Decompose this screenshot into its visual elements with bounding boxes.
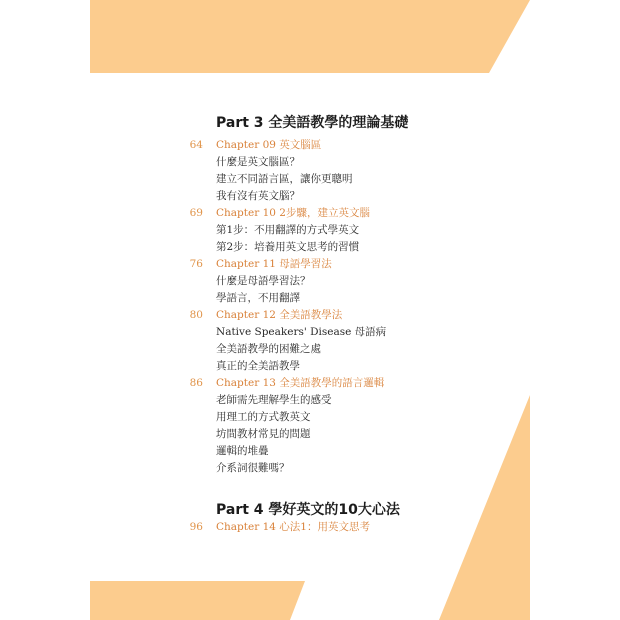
chapter-title[interactable]: Chapter 10 2步驟，建立英文腦 (216, 207, 370, 219)
part4-title: Part 4 學好英文的10大心法 (216, 502, 400, 518)
section-title: 第1步：不用翻譯的方式學英文 (216, 224, 360, 236)
section-title: 我有沒有英文腦？ (216, 190, 300, 202)
section-title: 建立不同語言區，讓你更聰明 (216, 173, 353, 185)
page-number: 69 (189, 207, 203, 219)
section-title: 學語言，不用翻譯 (216, 292, 300, 304)
section-title: 什麼是母語學習法？ (216, 275, 311, 287)
chapter-title[interactable]: Chapter 12 全美語教學法 (216, 309, 343, 321)
section-title: 邏輯的堆疊 (216, 445, 269, 457)
part3-title: Part 3 全美語教學的理論基礎 (216, 115, 409, 131)
page-number: 76 (189, 258, 203, 270)
section-title: 用理工的方式教英文 (216, 411, 311, 423)
page-number: 64 (189, 139, 203, 151)
chapter-title[interactable]: Chapter 13 全美語教學的語言邏輯 (216, 377, 385, 389)
section-title: 真正的全美語教學 (216, 360, 300, 372)
page-number: 96 (189, 521, 203, 533)
chapter-title[interactable]: Chapter 09 英文腦區 (216, 139, 322, 151)
page-number: 86 (189, 377, 203, 389)
section-title: 第2步：培養用英文思考的習慣 (216, 241, 360, 253)
section-title: Native Speakers' Disease 母語病 (216, 326, 387, 338)
chapter-title[interactable]: Chapter 14 心法1：用英文思考 (216, 521, 370, 533)
section-title: 什麼是英文腦區？ (216, 156, 300, 168)
section-title: 介系詞很難嗎？ (216, 462, 290, 474)
section-title: 老師需先理解學生的感受 (216, 394, 332, 406)
page-number: 80 (189, 309, 203, 321)
chapter-title[interactable]: Chapter 11 母語學習法 (216, 258, 332, 270)
section-title: 全美語教學的困難之處 (216, 343, 321, 355)
section-title: 坊間教材常見的問題 (216, 428, 311, 440)
